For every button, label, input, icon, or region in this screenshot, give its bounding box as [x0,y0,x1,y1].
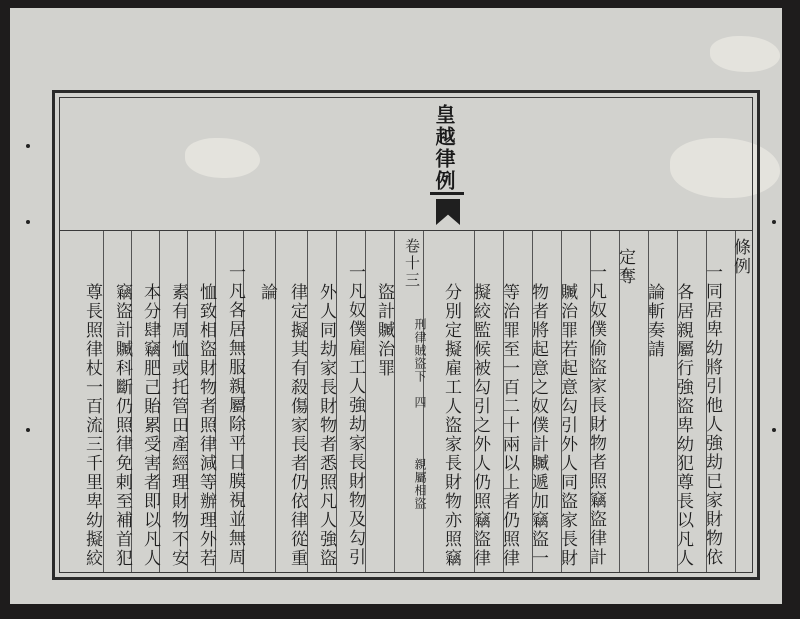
text-column: 一凡各居無服親屬除平日膜視並無周 [225,263,245,567]
sub-note: 親屬相盜 [413,458,427,510]
column-rule [735,231,736,572]
paper-sheet [10,8,782,604]
text-column: 等治罪至一百二十兩以上者仍照律 [499,283,519,568]
volume-label: 卷十三 [403,238,421,289]
text-column: 一凡奴僕雇工人強劫家長財物及勾引 [345,263,365,567]
text-column: 贓治罪若起意勾引外人同盜家長財 [557,283,577,568]
text-column: 竊盜計贓科斷仍照律免剌至補首犯 [112,283,132,568]
text-column: 盜計贓治罪 [374,283,394,378]
text-column: 外人同劫家長財物者悉照凡人強盜 [316,283,336,568]
text-column: 恤致相盜財物者照律減等辦理外若 [196,283,216,568]
binding-hole [26,144,30,148]
text-column: 本分肆竊肥己貽累受害者即以凡人 [140,283,160,568]
text-column: 分別定擬雇工人盜家長財物亦照竊 [441,283,461,568]
text-column: 一凡奴僕偷盜家長財物者照竊盜律計 [586,263,606,567]
text-column: 條例 [730,238,750,276]
binding-hole [772,428,776,432]
text-column: 律定擬其有殺傷家長者仍依律從重 [287,283,307,568]
folio-label: 刑律賊盜下 四 [413,318,427,409]
text-column: 一同居卑幼將引他人強劫已家財物依 [702,263,722,567]
text-column: 論 [257,283,277,302]
binding-hole [772,220,776,224]
paper-stain [710,36,780,72]
text-column: 定奪 [615,248,635,286]
binding-hole [26,428,30,432]
text-column: 素有周恤或托管田產經理財物不安 [168,283,188,568]
book-title: 皇越律例 [432,104,456,192]
page-inner-border [59,97,753,573]
text-column: 擬絞監候被勾引之外人仍照竊盜律 [470,283,490,568]
text-column: 論斬奏請 [644,283,664,359]
binding-hole [26,220,30,224]
page-frame [52,90,760,580]
text-column: 物者將起意之奴僕計贓遞加竊盜一 [528,283,548,568]
fish-tail-bar [430,192,464,195]
fish-tail-mark [436,199,460,225]
text-column: 尊長照律杖一百流三千里卑幼擬絞 [82,283,102,568]
text-column: 各居親屬行強盜卑幼犯尊長以凡人 [673,283,693,568]
